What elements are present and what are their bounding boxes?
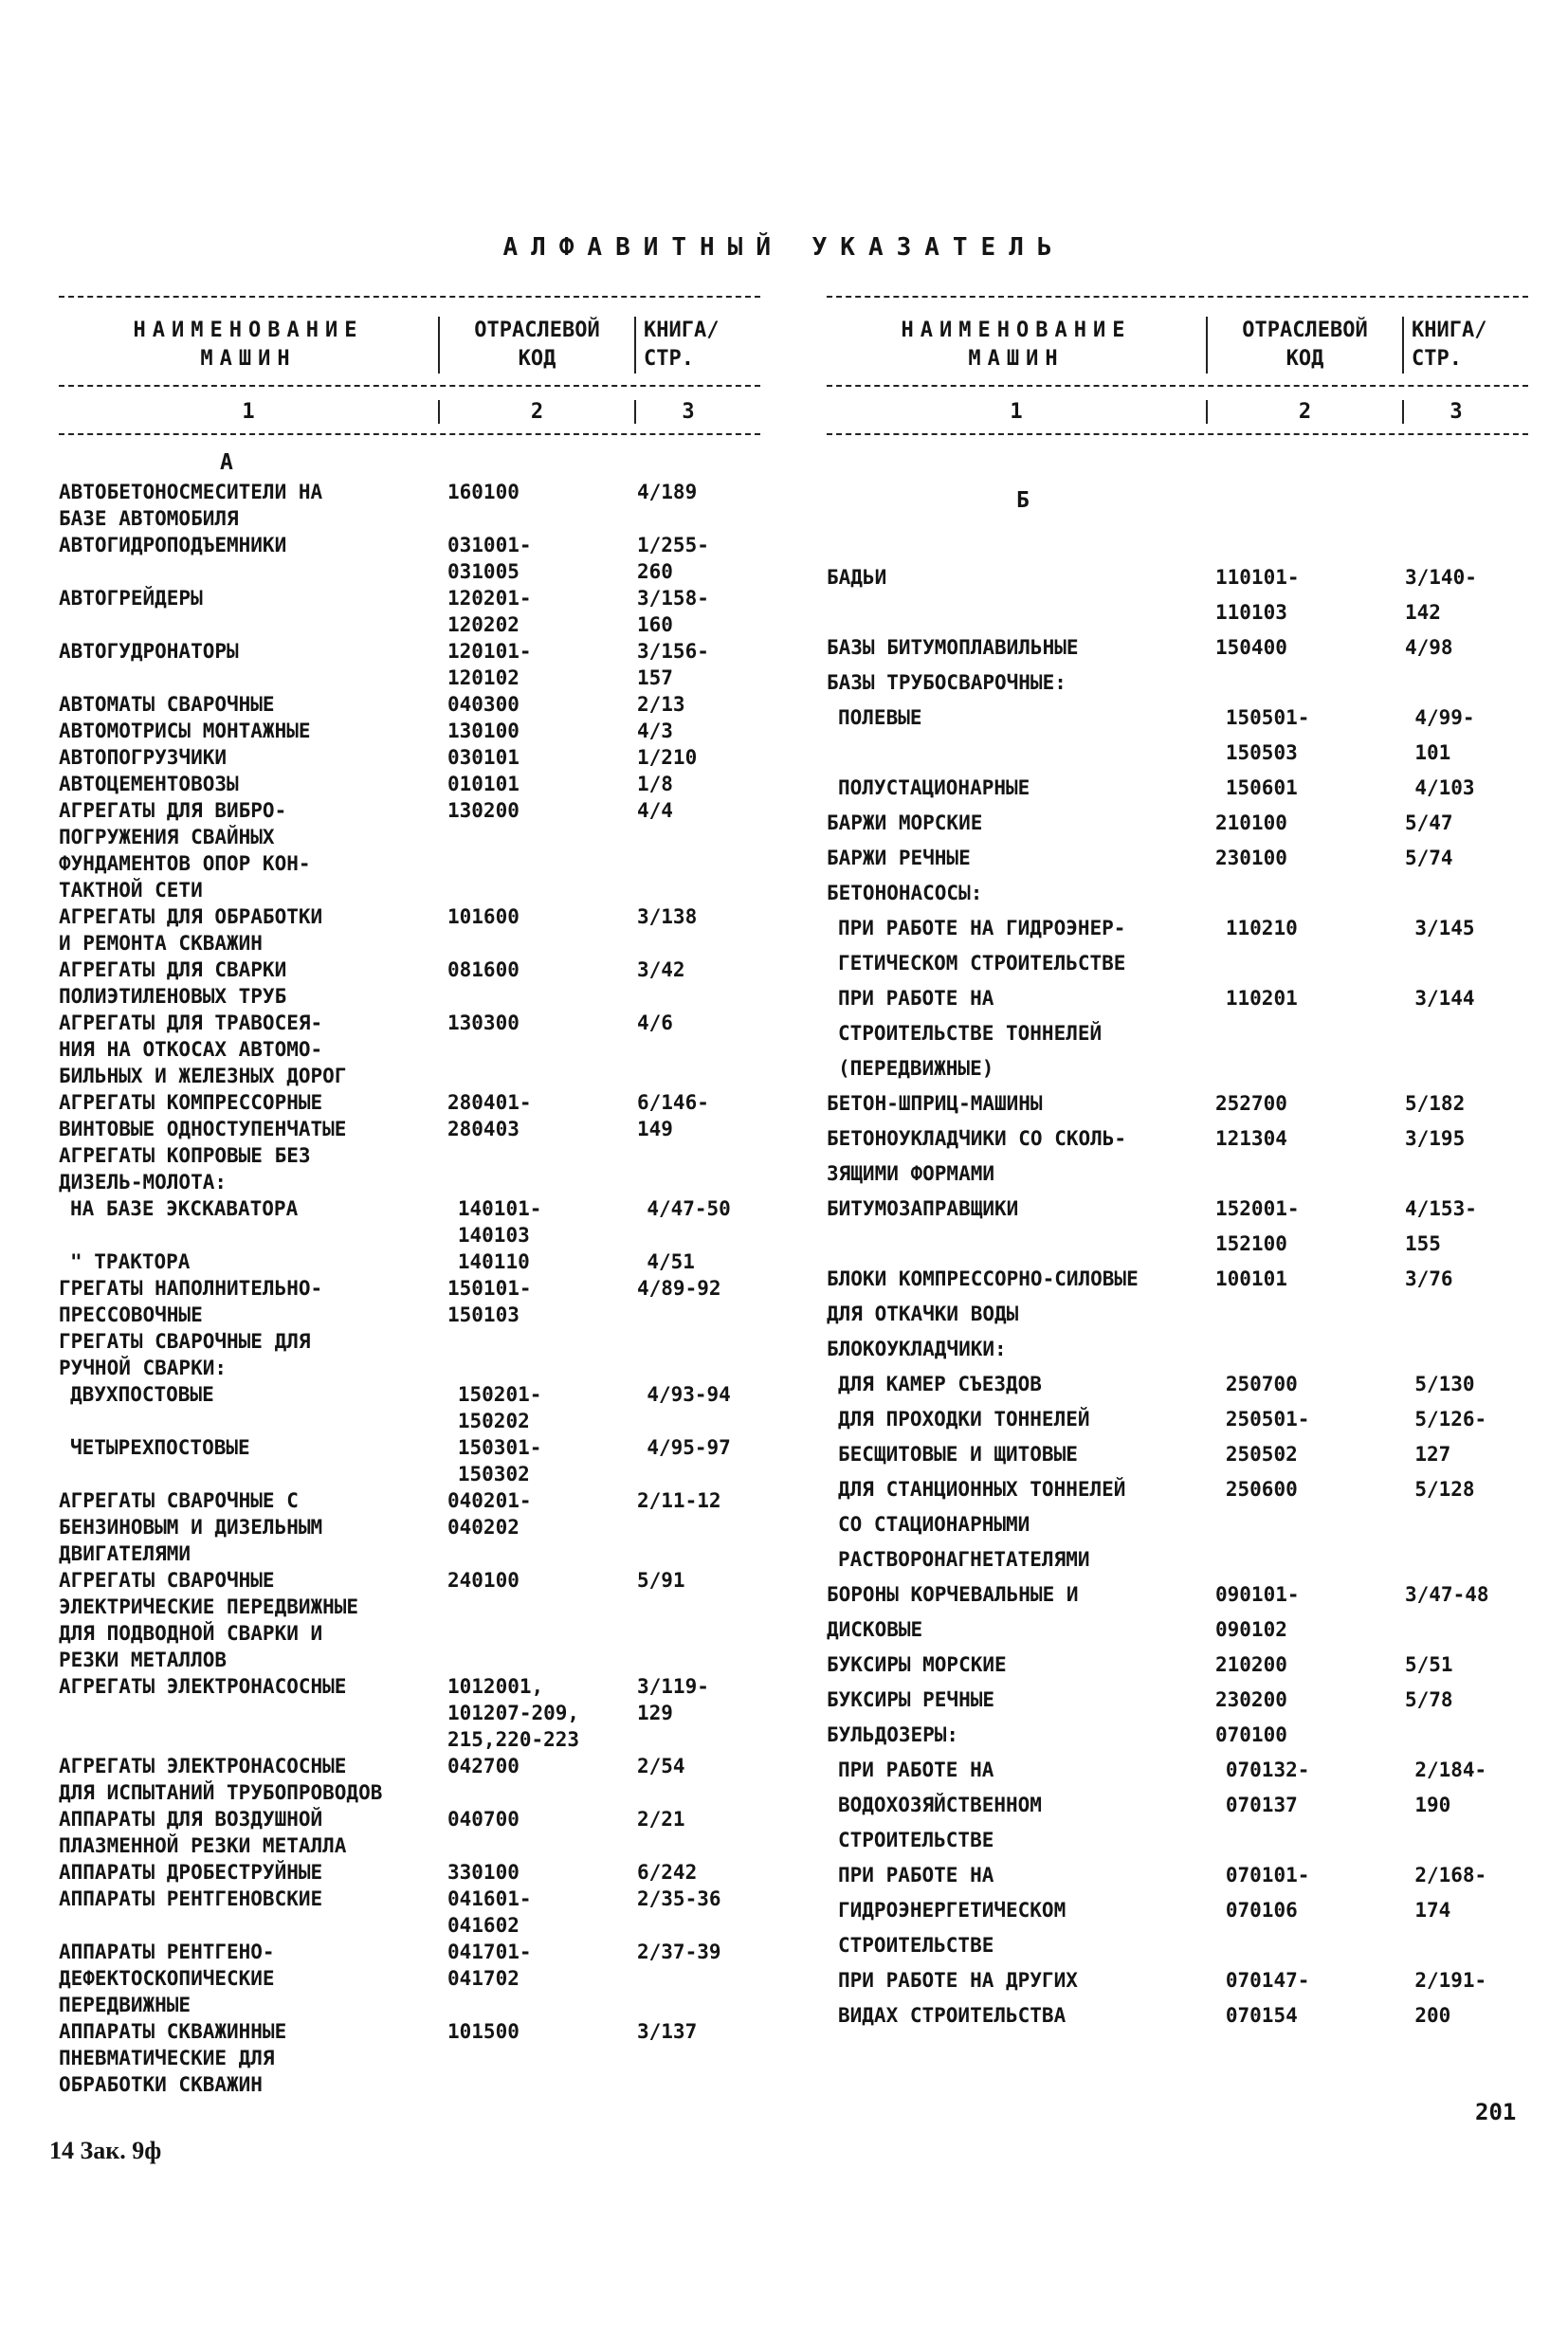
right-index-column (827, 296, 1528, 2033)
column-number-2: 2 (1206, 400, 1402, 424)
entry-code (1215, 876, 1405, 911)
entry-name: АГРЕГАТЫ ЭЛЕКТРОНАСОСНЫЕ ДЛЯ ИСПЫТАНИЙ ТРУБОПРОВОДОВ (59, 1755, 383, 1804)
entries-list (59, 479, 760, 2098)
entry-page: 3/137 (637, 2020, 698, 2043)
index-entry (827, 1963, 1528, 2033)
entry-code: 150101- 150103 (447, 1277, 532, 1326)
entry-code: 101600 (447, 905, 520, 928)
index-entry (59, 638, 760, 691)
entry-page (1405, 1332, 1519, 1367)
entry-code: 041601- 041602 (447, 1887, 532, 1937)
entry-code: 040700 (447, 1808, 520, 1831)
header-page: КНИГА/ СТР. (634, 317, 748, 374)
entry-page: 3/144 (1414, 987, 1475, 1010)
index-entry (59, 1939, 760, 2018)
entry-name: АГРЕГАТЫ ДЛЯ СВАРКИ ПОЛИЭТИЛЕНОВЫХ ТРУБ (59, 958, 287, 1008)
entry-name: БОРОНЫ КОРЧЕВАЛЬНЫЕ И ДИСКОВЫЕ (827, 1583, 1079, 1641)
entry-page: 4/51 (647, 1250, 695, 1273)
entry-page: 4/98 (1405, 636, 1453, 659)
column-numbers (59, 387, 760, 433)
entry-page: 2/168- 174 (1414, 1864, 1487, 1922)
entry-page: 2/11-12 (637, 1489, 721, 1512)
index-entry (59, 1381, 760, 1434)
entry-page: 4/153- 155 (1405, 1197, 1477, 1255)
index-entry (59, 771, 760, 797)
entry-name: БАЗЫ ТРУБОСВАРОЧНЫЕ: (827, 671, 1067, 694)
entry-code (447, 1142, 637, 1195)
index-entry (59, 797, 760, 903)
entry-code: 252700 (1215, 1092, 1287, 1115)
entry-page: 3/195 (1405, 1127, 1466, 1150)
entry-page: 2/21 (637, 1808, 685, 1831)
entry-name: ПРИ РАБОТЕ НА ГИДРОЭНЕРГЕТИЧЕСКОМ СТРОИТЕЛЬСТВЕ (838, 1864, 1067, 1957)
entry-page (637, 1142, 751, 1195)
entry-page: 3/76 (1405, 1267, 1453, 1290)
entry-page: 4/6 (637, 1011, 673, 1034)
entry-page: 5/128 (1414, 1478, 1475, 1501)
entry-name: АГРЕГАТЫ ДЛЯ ВИБРО- ПОГРУЖЕНИЯ СВАЙНЫХ ФУНДАМЕНТОВ ОПОР КОН- ТАКТНОЙ СЕТИ (59, 799, 311, 902)
index-entry (827, 981, 1528, 1086)
entry-page: 5/47 (1405, 811, 1453, 834)
index-entry (59, 1859, 760, 1886)
index-entry (59, 1248, 760, 1275)
entry-name: БЛОКОУКЛАДЧИКИ: (827, 1338, 1007, 1360)
index-entry (827, 1858, 1528, 1963)
index-entry (827, 806, 1528, 841)
index-entry (827, 1332, 1528, 1367)
index-entry (59, 1275, 760, 1328)
index-entry (59, 1487, 760, 1567)
entry-page: 5/74 (1405, 847, 1453, 869)
index-entry (59, 1434, 760, 1487)
entry-code: 240100 (447, 1569, 520, 1592)
entry-code: 152001- 152100 (1215, 1197, 1300, 1255)
entry-code: 250600 (1225, 1478, 1298, 1501)
entry-code: 101500 (447, 2020, 520, 2043)
entry-page: 5/182 (1405, 1092, 1466, 1115)
entry-name: АГРЕГАТЫ КОПРОВЫЕ БЕЗ ДИЗЕЛЬ-МОЛОТА: (59, 1144, 311, 1194)
entry-name: АВТОМАТЫ СВАРОЧНЫЕ (59, 693, 275, 716)
entry-code: 210100 (1215, 811, 1287, 834)
entry-name: АППАРАТЫ СКВАЖИННЫЕ ПНЕВМАТИЧЕСКИЕ ДЛЯ ОБРАБОТКИ СКВАЖИН (59, 2020, 287, 2096)
index-entry (827, 1086, 1528, 1121)
entry-name: БУКСИРЫ РЕЧНЫЕ (827, 1688, 995, 1711)
entry-name: БЕТОНОНАСОСЫ: (827, 882, 983, 904)
entry-name: ДЛЯ СТАНЦИОННЫХ ТОННЕЛЕЙ СО СТАЦИОНАРНЫМИ РАСТВОРОНАГНЕТАТЕЛЯМИ (838, 1478, 1126, 1571)
entry-code: 150301- 150302 (457, 1436, 542, 1485)
entry-name: АВТОГИДРОПОДЪЕМНИКИ (59, 534, 287, 556)
entries-list (827, 560, 1528, 2033)
index-entry (827, 665, 1528, 701)
header-code: ОТРАСЛЕВОЙ КОД (438, 317, 634, 374)
entry-name: ПОЛУСТАЦИОНАРНЫЕ (838, 776, 1030, 799)
index-entry (59, 1567, 760, 1673)
index-entry (59, 1195, 760, 1248)
entry-page (1405, 876, 1519, 911)
index-entry (827, 876, 1528, 911)
entry-page (1405, 665, 1519, 701)
entry-code: 031001- 031005 (447, 534, 532, 583)
entry-page: 3/140- 142 (1405, 566, 1477, 624)
entry-code: 040201- 040202 (447, 1489, 532, 1539)
index-entry (827, 1648, 1528, 1683)
entry-name: АВТОБЕТОНОСМЕСИТЕЛИ НА БАЗЕ АВТОМОБИЛЯ (59, 481, 323, 530)
index-entry (827, 1718, 1528, 1753)
left-index-column (59, 296, 760, 2098)
entry-name: БАРЖИ МОРСКИЕ (827, 811, 983, 834)
entry-name: БАРЖИ РЕЧНЫЕ (827, 847, 971, 869)
column-number-2: 2 (438, 400, 634, 424)
index-entry (827, 1683, 1528, 1718)
index-entry (59, 1010, 760, 1089)
index-entry (827, 1121, 1528, 1192)
entry-name: БУКСИРЫ МОРСКИЕ (827, 1653, 1007, 1676)
entry-page: 4/93-94 (647, 1383, 731, 1406)
entry-code: 110201 (1225, 987, 1298, 1010)
entry-page: 5/51 (1405, 1653, 1453, 1676)
entry-code: 121304 (1215, 1127, 1287, 1150)
index-entry (827, 1402, 1528, 1472)
entry-page: 4/4 (637, 799, 673, 822)
entry-code: 070100 (1215, 1723, 1287, 1746)
entry-name: АГРЕГАТЫ ЭЛЕКТРОНАСОСНЫЕ (59, 1675, 347, 1698)
entry-code: 1012001, 101207-209, 215,220-223 (447, 1675, 580, 1751)
entry-name: АГРЕГАТЫ ДЛЯ ТРАВОСЕЯ- НИЯ НА ОТКОСАХ АВТОМО- БИЛЬНЫХ И ЖЕЛЕЗНЫХ ДОРОГ (59, 1011, 347, 1087)
entry-name: ПРИ РАБОТЕ НА ГИДРОЭНЕР- ГЕТИЧЕСКОМ СТРОИТЕЛЬСТВЕ (838, 917, 1126, 975)
column-number-1: 1 (1010, 400, 1023, 424)
entry-code: 040300 (447, 693, 520, 716)
entry-code: 140110 (457, 1250, 530, 1273)
index-entry (59, 2018, 760, 2098)
entry-name: БЕТОН-ШПРИЦ-МАШИНЫ (827, 1092, 1043, 1115)
index-entry (59, 691, 760, 718)
entry-page: 3/119- 129 (637, 1675, 709, 1724)
entry-page: 3/42 (637, 958, 685, 981)
index-entry (59, 744, 760, 771)
entry-page: 2/13 (637, 693, 685, 716)
index-entry (827, 771, 1528, 806)
entry-name: ПРИ РАБОТЕ НА ВОДОХОЗЯЙСТВЕННОМ СТРОИТЕЛЬСТВЕ (838, 1759, 1042, 1851)
index-entry (59, 903, 760, 957)
entry-name: АППАРАТЫ ДЛЯ ВОЗДУШНОЙ ПЛАЗМЕННОЙ РЕЗКИ МЕТАЛЛА (59, 1808, 347, 1857)
index-entry (59, 1142, 760, 1195)
header-code: ОТРАСЛЕВОЙ КОД (1206, 317, 1402, 374)
entry-name: АППАРАТЫ РЕНТГЕНО- ДЕФЕКТОСКОПИЧЕСКИЕ ПЕРЕДВИЖНЫЕ (59, 1941, 275, 2016)
entry-code: 090101- 090102 (1215, 1583, 1300, 1641)
entry-page: 1/255- 260 (637, 534, 709, 583)
entry-name: АВТОМОТРИСЫ МОНТАЖНЫЕ (59, 720, 311, 742)
entry-code: 250700 (1225, 1373, 1298, 1395)
index-entry (827, 630, 1528, 665)
entry-page: 6/242 (637, 1861, 698, 1884)
entry-page: 3/158- 160 (637, 587, 709, 636)
index-entry (59, 1753, 760, 1806)
entry-page: 3/156- 157 (637, 640, 709, 689)
index-entry (827, 911, 1528, 981)
page-title: АЛФАВИТНЫЙ УКАЗАТЕЛЬ (502, 233, 1066, 262)
entry-page: 2/37-39 (637, 1941, 721, 1963)
entry-name: БЕТОНОУКЛАДЧИКИ СО СКОЛЬ- ЗЯЩИМИ ФОРМАМИ (827, 1127, 1127, 1185)
entry-code: 140101- 140103 (457, 1197, 542, 1247)
entry-code: 150501- 150503 (1225, 706, 1310, 764)
entry-name: БАЗЫ БИТУМОПЛАВИЛЬНЫЕ (827, 636, 1079, 659)
entry-name: ГРЕГАТЫ СВАРОЧНЫЕ ДЛЯ РУЧНОЙ СВАРКИ: (59, 1330, 311, 1379)
section-letter: Б (1016, 488, 1030, 513)
index-entry (59, 1089, 760, 1142)
entry-code: 130200 (447, 799, 520, 822)
index-entry (59, 957, 760, 1010)
entry-page: 4/3 (637, 720, 673, 742)
column-number-3: 3 (634, 400, 740, 424)
entry-name: АГРЕГАТЫ ДЛЯ ОБРАБОТКИ И РЕМОНТА СКВАЖИН (59, 905, 323, 955)
entry-code: 230200 (1215, 1688, 1287, 1711)
index-entry (827, 1753, 1528, 1858)
entry-name: АГРЕГАТЫ КОМПРЕССОРНЫЕ ВИНТОВЫЕ ОДНОСТУПЕНЧАТЫЕ (59, 1091, 347, 1140)
entry-code (447, 1328, 637, 1381)
entry-code: 250501- 250502 (1225, 1408, 1310, 1466)
entry-name: АВТОПОГРУЗЧИКИ (59, 746, 228, 769)
entry-page: 2/191- 200 (1414, 1969, 1487, 2027)
entry-name: НА БАЗЕ ЭКСКАВАТОРА (70, 1197, 299, 1220)
entry-name: БИТУМОЗАПРАВЩИКИ (827, 1197, 1019, 1220)
entry-code: 100101 (1215, 1267, 1287, 1290)
entry-code: 110210 (1225, 917, 1298, 939)
entry-code: 160100 (447, 481, 520, 503)
index-entry (59, 532, 760, 585)
index-entry (827, 701, 1528, 771)
entry-code: 041701- 041702 (447, 1941, 532, 1990)
page-number: 201 (1475, 2099, 1517, 2125)
section-letter: А (220, 450, 233, 475)
entry-name: ЧЕТЫРЕХПОСТОВЫЕ (70, 1436, 250, 1459)
header-page: КНИГА/ СТР. (1402, 317, 1516, 374)
entry-code: 150400 (1215, 636, 1287, 659)
header-name: НАИМЕНОВАНИЕ МАШИН (133, 319, 364, 371)
entry-page: 3/47-48 (1405, 1583, 1489, 1606)
entry-code: 330100 (447, 1861, 520, 1884)
entry-page: 2/54 (637, 1755, 685, 1777)
index-entry (827, 560, 1528, 630)
entry-code: 110101- 110103 (1215, 566, 1300, 624)
entry-name: ДЛЯ КАМЕР СЪЕЗДОВ (838, 1373, 1042, 1395)
column-numbers (827, 387, 1528, 433)
entry-code: 070147- 070154 (1225, 1969, 1310, 2027)
entry-name: ПОЛЕВЫЕ (838, 706, 922, 729)
entry-code: 030101 (447, 746, 520, 769)
entry-page: 5/126- 127 (1414, 1408, 1487, 1466)
column-number-1: 1 (242, 400, 255, 424)
entry-page (637, 1328, 751, 1381)
entry-name: ДЛЯ ПРОХОДКИ ТОННЕЛЕЙ БЕСЩИТОВЫЕ И ЩИТОВЫЕ (838, 1408, 1090, 1466)
entry-name: АВТОГРЕЙДЕРЫ (59, 587, 203, 610)
entry-code: 010101 (447, 773, 520, 795)
entry-code (1215, 1332, 1405, 1367)
entry-code: 070132- 070137 (1225, 1759, 1310, 1816)
index-entry (827, 841, 1528, 876)
entry-code: 150601 (1225, 776, 1298, 799)
entry-name: ПРИ РАБОТЕ НА ДРУГИХ ВИДАХ СТРОИТЕЛЬСТВА (838, 1969, 1078, 2027)
entry-page: 1/8 (637, 773, 673, 795)
entry-code: 120201- 120202 (447, 587, 532, 636)
entry-name: БЛОКИ КОМПРЕССОРНО-СИЛОВЫЕ ДЛЯ ОТКАЧКИ ВОДЫ (827, 1267, 1139, 1325)
entry-code: 081600 (447, 958, 520, 981)
column-number-3: 3 (1402, 400, 1508, 424)
entry-page: 2/184- 190 (1414, 1759, 1487, 1816)
index-entry (827, 1577, 1528, 1648)
entry-code: 120101- 120102 (447, 640, 532, 689)
entry-name: ДВУХПОСТОВЫЕ (70, 1383, 214, 1406)
index-entry (827, 1367, 1528, 1402)
entry-code: 042700 (447, 1755, 520, 1777)
print-order-note: 14 Зак. 9ф (49, 2137, 162, 2164)
index-entry (59, 585, 760, 638)
entry-page: 3/138 (637, 905, 698, 928)
index-entry (59, 1806, 760, 1859)
entry-page: 5/78 (1405, 1688, 1453, 1711)
index-entry (59, 1886, 760, 1939)
index-entry (827, 1192, 1528, 1262)
index-entry (59, 1328, 760, 1381)
entry-code: 210200 (1215, 1653, 1287, 1676)
entry-page: 6/146- 149 (637, 1091, 709, 1140)
index-entry (59, 1673, 760, 1753)
entry-name: АВТОГУДРОНАТОРЫ (59, 640, 239, 663)
entry-page: 4/95-97 (647, 1436, 731, 1459)
entry-page: 3/145 (1414, 917, 1475, 939)
entry-page: 4/103 (1414, 776, 1475, 799)
entry-name: АППАРАТЫ ДРОБЕСТРУЙНЫЕ (59, 1861, 323, 1884)
entry-page: 1/210 (637, 746, 698, 769)
entry-code: 070101- 070106 (1225, 1864, 1310, 1922)
table-header (59, 298, 760, 385)
entry-name: ГРЕГАТЫ НАПОЛНИТЕЛЬНО- ПРЕССОВОЧНЫЕ (59, 1277, 323, 1326)
entry-code (1215, 665, 1405, 701)
entry-page: 4/47-50 (647, 1197, 731, 1220)
index-entry (59, 718, 760, 744)
entry-code: 130300 (447, 1011, 520, 1034)
entry-name: БУЛЬДОЗЕРЫ: (827, 1723, 959, 1746)
index-entry (827, 1262, 1528, 1332)
entry-name: АППАРАТЫ РЕНТГЕНОВСКИЕ (59, 1887, 323, 1910)
table-header (827, 298, 1528, 385)
entry-page: 4/89-92 (637, 1277, 721, 1300)
entry-name: ПРИ РАБОТЕ НА СТРОИТЕЛЬСТВЕ ТОННЕЛЕЙ (ПЕРЕДВИЖНЫЕ) (838, 987, 1103, 1080)
header-name: НАИМЕНОВАНИЕ МАШИН (901, 319, 1132, 371)
entry-code: 280401- 280403 (447, 1091, 532, 1140)
entry-name: АГРЕГАТЫ СВАРОЧНЫЕ ЭЛЕКТРИЧЕСКИЕ ПЕРЕДВИЖНЫЕ ДЛЯ ПОДВОДНОЙ СВАРКИ И РЕЗКИ МЕТАЛЛОВ (59, 1569, 359, 1671)
entry-code: 230100 (1215, 847, 1287, 869)
entry-page: 4/99- 101 (1414, 706, 1475, 764)
entry-name: АВТОЦЕМЕНТОВОЗЫ (59, 773, 239, 795)
entry-page: 5/91 (637, 1569, 685, 1592)
index-entry (827, 1472, 1528, 1577)
entry-page: 4/189 (637, 481, 698, 503)
entry-code: 130100 (447, 720, 520, 742)
entry-code: 150201- 150202 (457, 1383, 542, 1432)
entry-name: " ТРАКТОРА (70, 1250, 191, 1273)
entry-page: 5/130 (1414, 1373, 1475, 1395)
entry-page (1405, 1718, 1519, 1753)
entry-page: 2/35-36 (637, 1887, 721, 1910)
entry-name: АГРЕГАТЫ СВАРОЧНЫЕ С БЕНЗИНОВЫМ И ДИЗЕЛЬНЫМ ДВИГАТЕЛЯМИ (59, 1489, 323, 1565)
entry-name: БАДЬИ (827, 566, 887, 589)
index-entry (59, 479, 760, 532)
